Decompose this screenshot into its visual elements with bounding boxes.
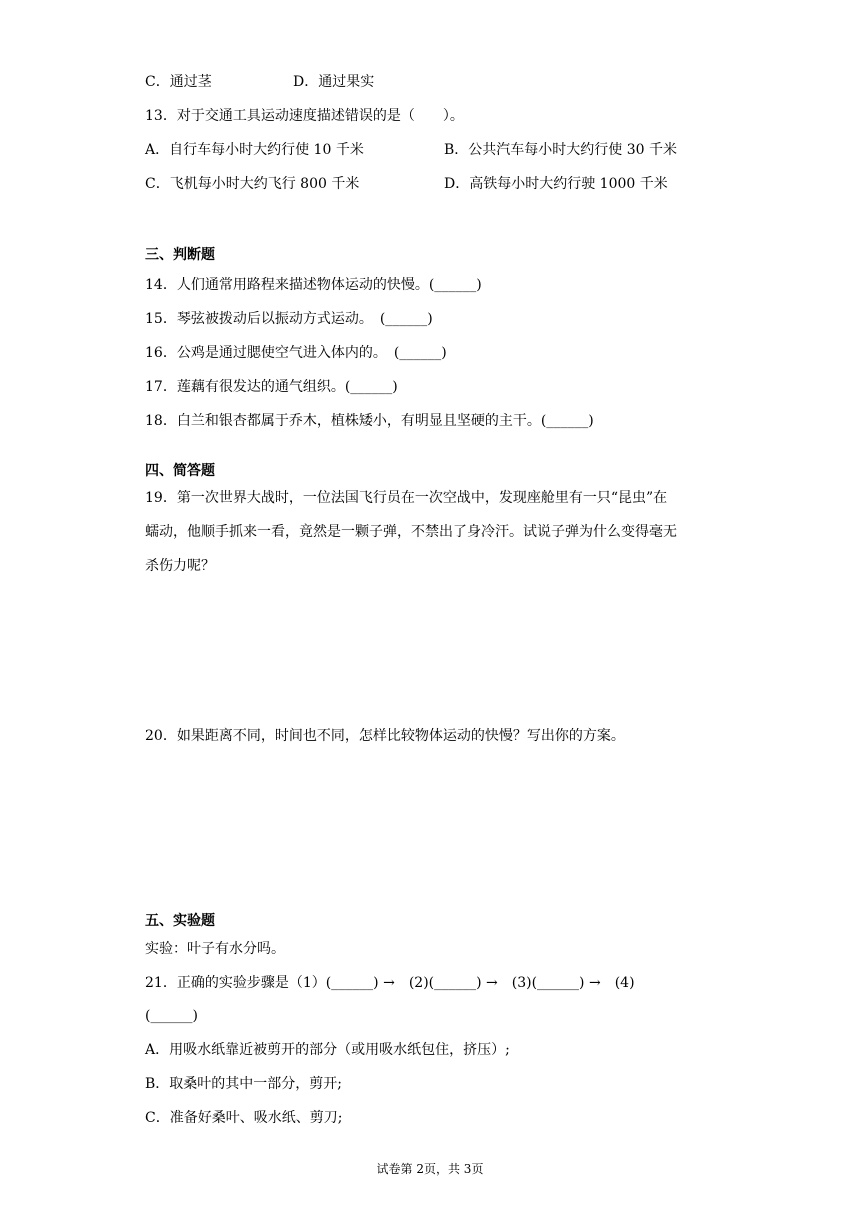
q19-line-3: 杀伤力呢？ bbox=[145, 558, 215, 574]
q15: 15．琴弦被拨动后以振动方式运动。 (______) bbox=[145, 311, 433, 327]
q13-option-a: A．自行车每小时大约行使 10 千米 bbox=[145, 142, 364, 158]
q19-line-1: 19．第一次世界大战时，一位法国飞行员在一次空战中，发现座舱里有一只“昆虫”在 bbox=[145, 490, 668, 506]
page-footer: 试卷第 2页，共 3页 bbox=[376, 1162, 484, 1176]
q21-option-c: C．准备好桑叶、吸水纸、剪刀; bbox=[145, 1110, 343, 1126]
q18: 18．白兰和银杏都属于乔木，植株矮小，有明显且坚硬的主干。(______) bbox=[145, 413, 594, 429]
q21-line-1: 21．正确的实验步骤是（1）(______) → (2)(______) → (3)(______) → (4) bbox=[145, 975, 635, 991]
q13-option-b: B．公共汽车每小时大约行使 30 千米 bbox=[444, 142, 678, 158]
q17: 17．莲藕有很发达的通气组织。(______) bbox=[145, 379, 398, 395]
q21-line-2: (______) bbox=[145, 1008, 198, 1024]
q12-option-d: D．通过果实 bbox=[293, 74, 375, 90]
q21-option-a: A．用吸水纸靠近被剪开的部分（或用吸水纸包住，挤压）; bbox=[145, 1042, 510, 1058]
section-4-title: 四、简答题 bbox=[145, 463, 215, 479]
experiment-intro: 实验：叶子有水分吗。 bbox=[145, 941, 285, 957]
q12-option-c: C．通过茎 bbox=[145, 74, 212, 90]
q20: 20．如果距离不同，时间也不同，怎样比较物体运动的快慢？写出你的方案。 bbox=[145, 728, 625, 744]
section-3-title: 三、判断题 bbox=[145, 247, 215, 263]
q13-option-c: C．飞机每小时大约飞行 800 千米 bbox=[145, 176, 360, 192]
q19-line-2: 蠕动，他顺手抓来一看，竟然是一颗子弹，不禁出了身冷汗。试说子弹为什么变得毫无 bbox=[145, 524, 677, 540]
q14: 14．人们通常用路程来描述物体运动的快慢。(______) bbox=[145, 277, 482, 293]
q21-option-b: B．取桑叶的其中一部分，剪开; bbox=[145, 1076, 343, 1092]
q13-stem: 13．对于交通工具运动速度描述错误的是（ ）。 bbox=[145, 108, 464, 124]
q13-option-d: D．高铁每小时大约行驶 1000 千米 bbox=[444, 176, 668, 192]
q16: 16．公鸡是通过腮使空气进入体内的。 (______) bbox=[145, 345, 447, 361]
section-5-title: 五、实验题 bbox=[145, 913, 215, 929]
